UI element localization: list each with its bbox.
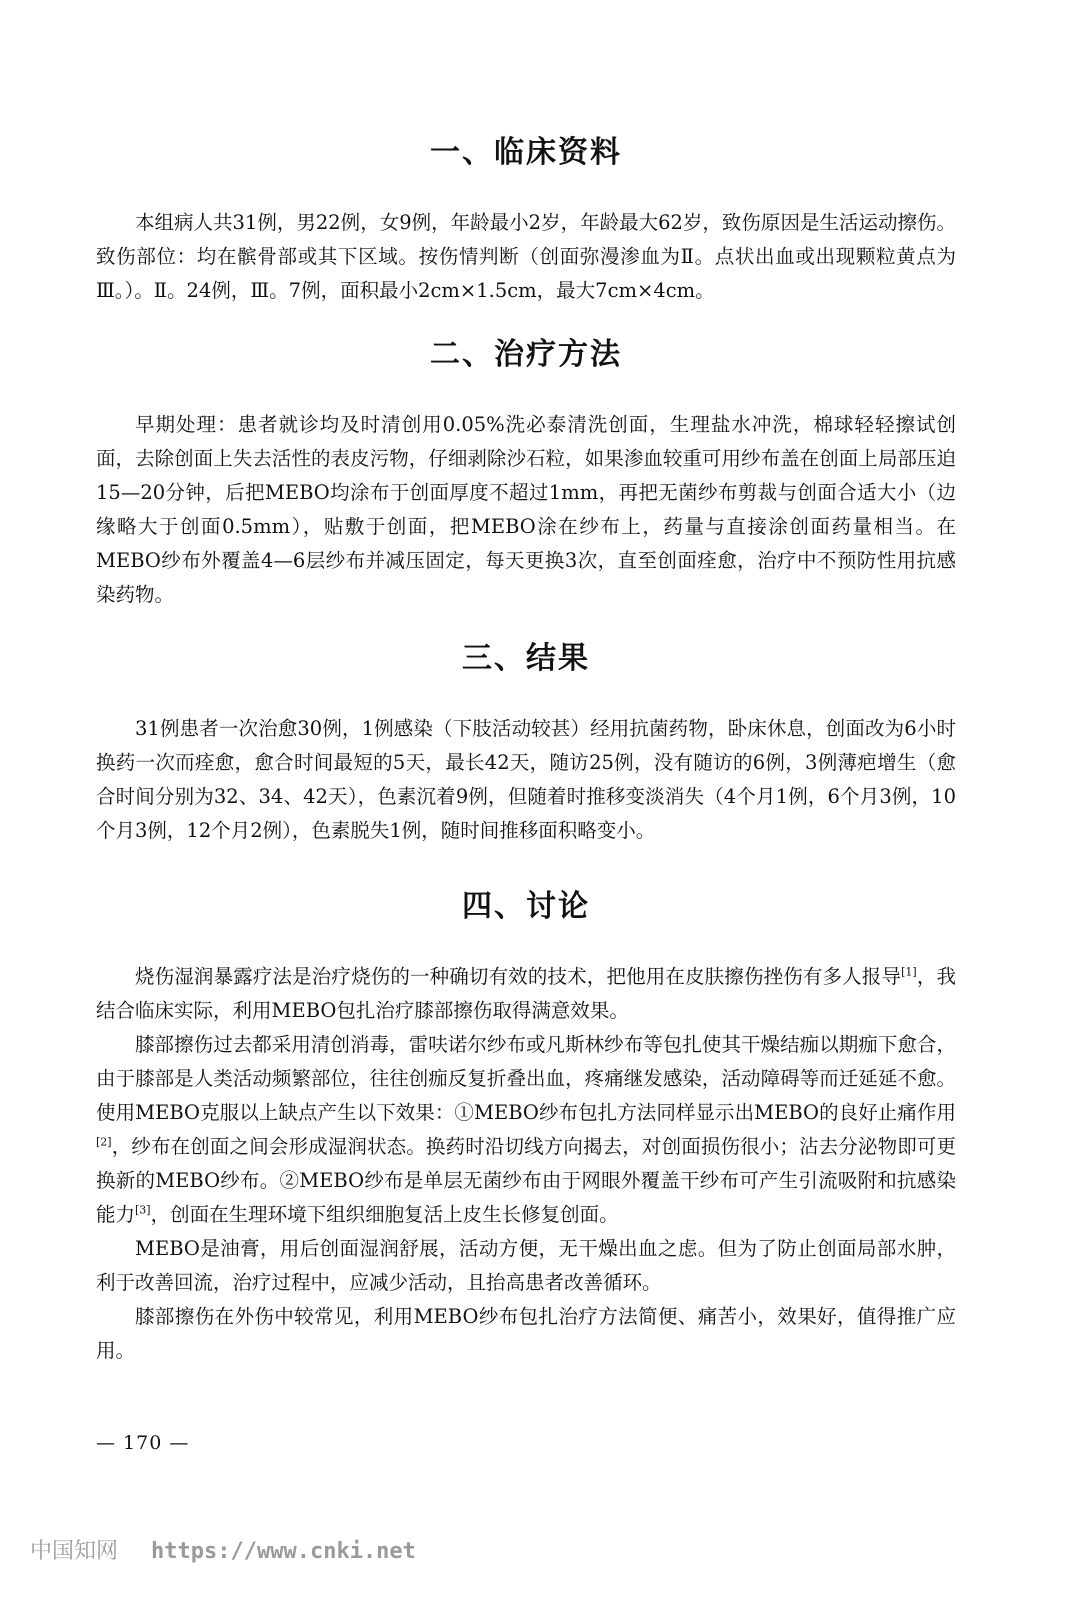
paragraph-text: 烧伤湿润暴露疗法是治疗烧伤的一种确切有效的技术，把他用在皮肤擦伤挫伤有多人报导 bbox=[135, 965, 902, 988]
paragraph: MEBO是油膏，用后创面湿润舒展，活动方便，无干燥出血之虑。但为了防止创面局部水肿，利于改善回流，治疗过程中，应减少活动，且抬高患者改善循环。 bbox=[96, 1237, 956, 1294]
page-number: — 170 — bbox=[96, 1432, 190, 1454]
article-body bbox=[96, 128, 956, 1368]
paragraph bbox=[96, 1028, 956, 1232]
section-title-clinical-data: 一、临床资料 bbox=[430, 135, 622, 170]
citation-ref: [3] bbox=[135, 1203, 151, 1217]
paragraph-text: ，纱布在创面之间会形成湿润状态。换药时沿切线方向揭去，对创面损伤很小；沾去分泌物即可更换新的MEBO纱布。②MEBO纱布是单层无菌纱布由于网眼外覆盖干纱布可产生引流吸附和抗感染能力 bbox=[96, 1135, 956, 1226]
paragraph: 膝部擦伤在外伤中较常见，利用MEBO纱布包扎治疗方法简便、痛苦小，效果好，值得推广应用。 bbox=[96, 1305, 956, 1362]
paragraph bbox=[96, 960, 956, 1028]
citation-ref: [1] bbox=[901, 965, 917, 979]
section-title-discussion: 四、讨论 bbox=[462, 889, 590, 924]
cnki-url: https://www.cnki.net bbox=[151, 1539, 416, 1564]
paragraph: 本组病人共31例，男22例，女9例，年龄最小2岁，年龄最大62岁，致伤原因是生活运动擦伤。致伤部位：均在髌骨部或其下区域。按伤情判断（创面弥漫渗血为Ⅱ。点状出血或出现颗粒黄点为Ⅲ。）。Ⅱ。24例，Ⅲ。7例，面积最小2cm×1.5cm，最大7cm×4cm。 bbox=[96, 211, 956, 302]
paragraph-text: 膝部擦伤过去都采用清创消毒，雷呋诺尔纱布或凡斯林纱布等包扎使其干燥结痂以期痂下愈合，由于膝部是人类活动频繁部位，往往创痂反复折叠出血，疼痛继发感染，活动障碍等而迁延延不愈。使用MEBO克服以上缺点产生以下效果：①MEBO纱布包扎方法同样显示出MEBO的良好止痛作用 bbox=[96, 1033, 956, 1124]
watermark-footer bbox=[30, 1534, 416, 1565]
paragraph-text: ，创面在生理环境下组织细胞复活上皮生长修复创面。 bbox=[150, 1203, 619, 1226]
paragraph: 早期处理：患者就诊均及时清创用0.05%洗必泰清洗创面，生理盐水冲洗，棉球轻轻擦试创面，去除创面上失去活性的表皮污物，仔细剥除沙石粒，如果渗血较重可用纱布盖在创面上局部压迫15—20分钟，后把MEBO均涂布于创面厚度不超过1mm，再把无菌纱布剪裁与创面合适大小（边缘略大于创面0.5mm），贴敷于创面，把MEBO涂在纱布上，药量与直接涂创面药量相当。在MEBO纱布外覆盖4—6层纱布并减压固定，每天更换3次，直至创面痊愈，治疗中不预防性用抗感染药物。 bbox=[96, 413, 956, 606]
section-title-treatment: 二、治疗方法 bbox=[430, 337, 622, 372]
paragraph: 31例患者一次治愈30例，1例感染（下肢活动较甚）经用抗菌药物，卧床休息，创面改为6小时换药一次而痊愈，愈合时间最短的5天，最长42天，随访25例，没有随访的6例，3例薄疤增生（愈合时间分别为32、34、42天），色素沉着9例，但随着时推移变淡消失（4个月1例，6个月3例，10个月3例，12个月2例），色素脱失1例，随时间推移面积略变小。 bbox=[96, 717, 956, 842]
cnki-brand: 中国知网 bbox=[30, 1539, 119, 1564]
citation-ref: [2] bbox=[96, 1135, 112, 1149]
paragraph-text: ，我结合临床实际，利用MEBO包扎治疗膝部擦伤取得满意效果。 bbox=[96, 965, 956, 1022]
section-title-results: 三、结果 bbox=[462, 641, 590, 676]
